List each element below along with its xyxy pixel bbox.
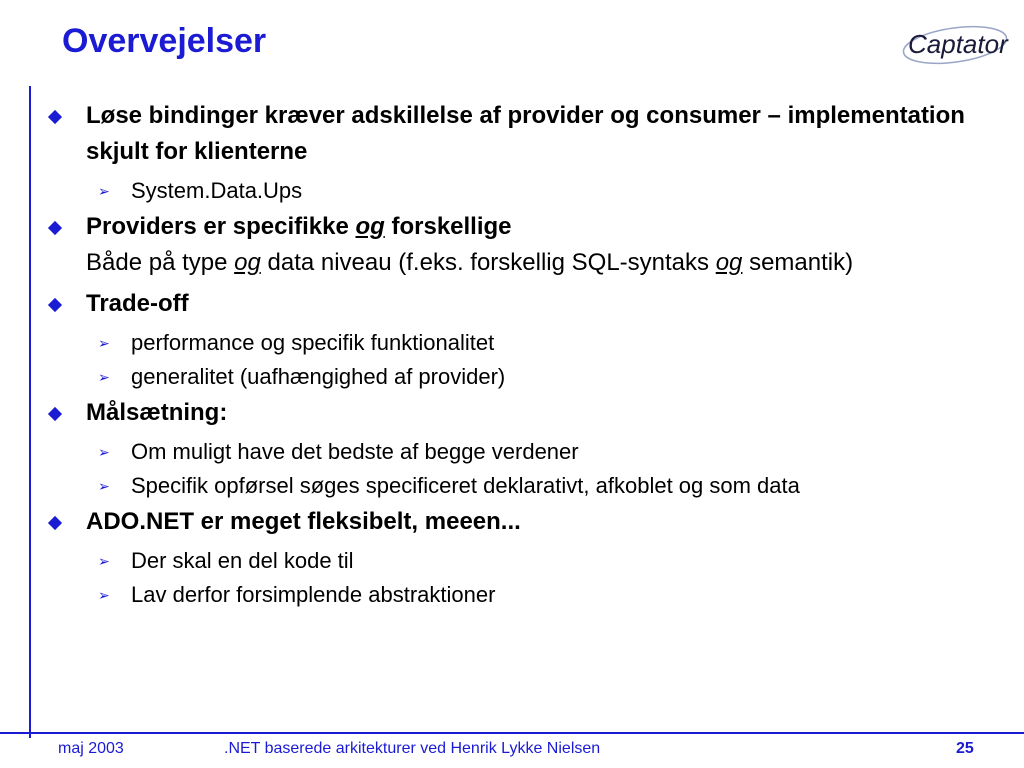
page-number: 25 (956, 740, 974, 757)
bullet-2-line2-pre: Både på type (86, 249, 235, 276)
bullet-5-text: ADO.NET er meget fleksibelt, meeen... (86, 508, 521, 535)
bullet-4-text: Målsætning: (86, 399, 228, 426)
sub-bullet-1-1 (0, 175, 1024, 207)
arrow-bullet-icon: ➢ (98, 335, 110, 351)
arrow-bullet-icon: ➢ (98, 587, 110, 603)
bullet-2-line2-em1: og (234, 249, 261, 276)
bullet-4 (0, 395, 1024, 431)
diamond-bullet-icon (48, 298, 62, 312)
sub-bullet-text: generalitet (uafhængighed af provider) (131, 364, 506, 389)
sub-bullet-text: Der skal en del kode til (131, 548, 354, 573)
sub-bullet-5-1 (0, 545, 1024, 577)
sub-bullet-3-1 (0, 327, 1024, 359)
sub-bullet-text: Om muligt have det bedste af begge verdener (131, 439, 579, 464)
diamond-bullet-icon (48, 221, 62, 235)
sub-bullet-4-2 (0, 470, 1024, 502)
bullet-5 (0, 504, 1024, 540)
logo-text: Captator (908, 29, 1008, 59)
footer-date: maj 2003 (58, 740, 124, 757)
arrow-bullet-icon: ➢ (98, 369, 110, 385)
diamond-bullet-icon (48, 110, 62, 124)
arrow-bullet-icon: ➢ (98, 478, 110, 494)
bullet-2-line2-em2: og (715, 249, 743, 276)
bullet-2-line2-mid: data niveau (f.eks. forskellig SQL-syntaks (260, 249, 716, 276)
slide-content (0, 98, 1024, 613)
diamond-bullet-icon (48, 516, 62, 530)
bullet-3-text: Trade-off (86, 290, 189, 317)
sub-bullet-text: Lav derfor forsimplende abstraktioner (131, 582, 496, 607)
sub-bullet-3-2 (0, 361, 1024, 393)
bullet-2-line1-post: forskellige (384, 213, 512, 240)
sub-bullet-text: System.Data.Ups (131, 178, 303, 203)
arrow-bullet-icon: ➢ (98, 553, 110, 569)
bullet-1 (0, 98, 1024, 170)
sub-bullet-4-1 (0, 436, 1024, 468)
bullet-2-line1-pre: Providers er specifikke (86, 213, 356, 240)
slide-title: Overvejelser (62, 22, 267, 60)
bullet-2-line2-post: semantik) (742, 249, 854, 276)
bullet-2-line1-em: og (355, 213, 385, 240)
bullet-2 (0, 209, 1024, 281)
footer-rule (0, 732, 1024, 734)
captator-logo (900, 20, 1010, 70)
bullet-1-text: Løse bindinger kræver adskillelse af provider og consumer – implementation skjult for klienterne (86, 102, 965, 165)
sub-bullet-5-2 (0, 579, 1024, 611)
arrow-bullet-icon: ➢ (98, 183, 110, 199)
sub-bullet-text: Specifik opførsel søges specificeret deklarativt, afkoblet og som data (131, 473, 800, 498)
arrow-bullet-icon: ➢ (98, 444, 110, 460)
diamond-bullet-icon (48, 407, 62, 421)
bullet-3 (0, 286, 1024, 322)
footer-title: .NET baserede arkitekturer ved Henrik Lykke Nielsen (224, 740, 601, 757)
sub-bullet-text: performance og specifik funktionalitet (131, 330, 495, 355)
